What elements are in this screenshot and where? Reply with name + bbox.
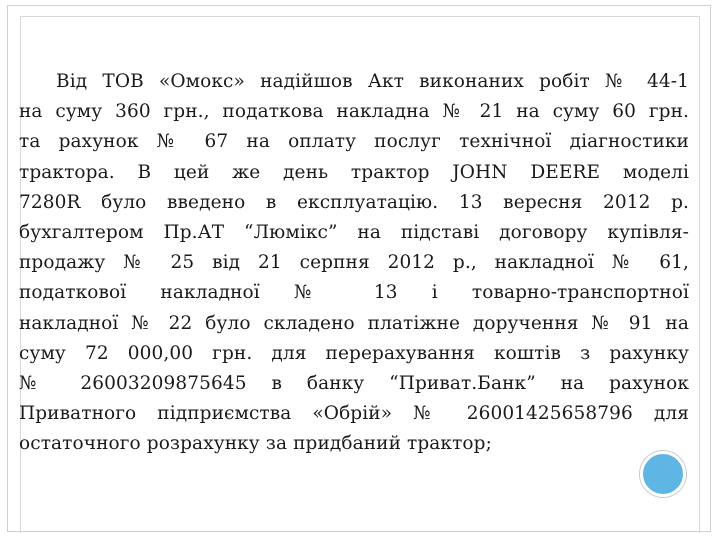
text-line: № 26003209875645 в банку “Приват.Банк” на рахунок — [19, 372, 689, 394]
text-line: Приватного підприємства «Обрій» № 26001425658796 для — [19, 403, 689, 425]
document-body — [19, 67, 689, 459]
text-line: та рахунок № 67 на оплату послуг технічної діагностики — [19, 131, 689, 153]
text-line: суму 72 000,00 грн. для перерахування коштів з рахунку — [19, 342, 689, 364]
text-line: остаточного розрахунку за придбаний трактор; — [19, 433, 492, 455]
text-line: на суму 360 грн., податкова накладна № 21 на суму 60 грн. — [19, 101, 689, 123]
text-line: трактора. В цей же день трактор JOHN DEERE моделі — [19, 161, 689, 183]
text-line: податкової накладної № 13 і товарно-транспортної — [19, 282, 689, 304]
decorative-circle-icon — [640, 451, 686, 497]
text-line: бухгалтером Пр.АТ “Люмікс” на підставі договору купівля- — [19, 221, 689, 243]
text-line: Від ТОВ «Омокс» надійшов Акт виконаних робіт № 44-1 — [56, 71, 689, 92]
text-line: 7280R було введено в експлуатацію. 13 вересня 2012 р. — [19, 191, 689, 213]
text-line: накладної № 22 було складено платіжне доручення № 91 на — [19, 312, 689, 334]
text-line: продажу № 25 від 21 серпня 2012 р., накладної № 61, — [19, 252, 689, 274]
